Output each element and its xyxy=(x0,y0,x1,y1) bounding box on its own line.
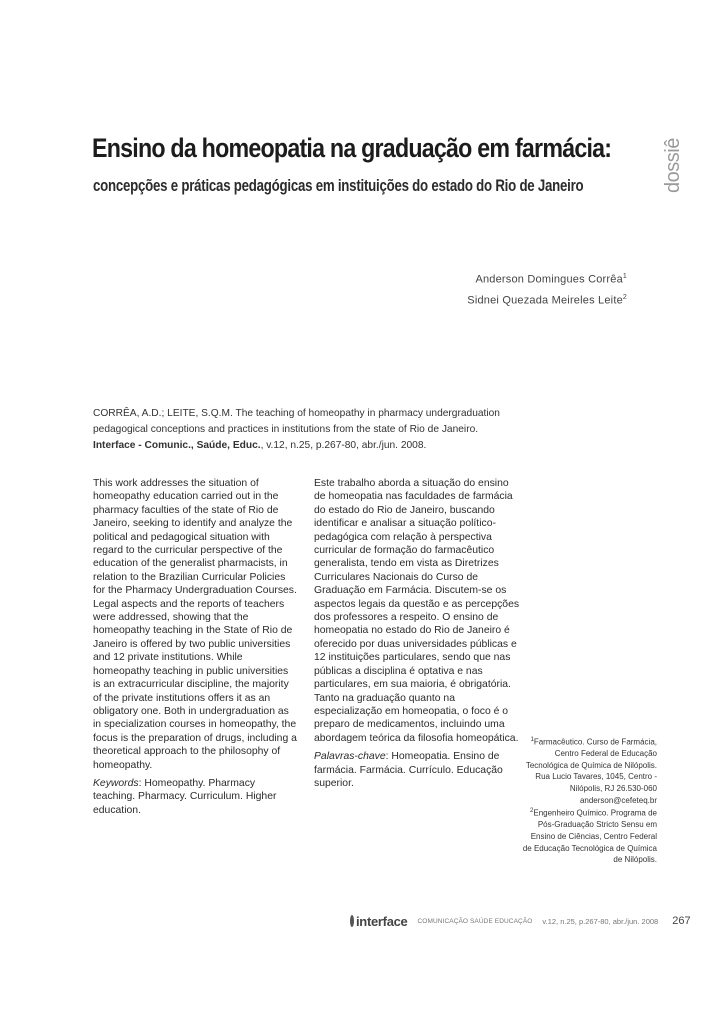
citation-journal: Interface - Comunic., Saúde, Educ. xyxy=(93,440,261,451)
interface-logo-icon xyxy=(350,915,354,927)
citation-text: CORRÊA, A.D.; LEITE, S.Q.M. The teaching of homeopathy in pharmacy undergraduation pedagogical conceptions and practices in institutions from the state of Rio de Janeiro. xyxy=(93,408,500,435)
article-title: Ensino da homeopatia na graduação em farmácia: xyxy=(92,133,612,163)
journal-name: COMUNICAÇÃO SAÚDE EDUCAÇÃO xyxy=(417,917,533,925)
author-2: Sidnei Quezada Meireles Leite$^2$ xyxy=(467,293,627,307)
citation-details: , v.12, n.25, p.267-80, abr./jun. 2008. xyxy=(260,440,427,451)
page-footer xyxy=(350,912,691,930)
article-subtitle: concepções e práticas pedagógicas em instituições do estado do Rio de Janeiro xyxy=(93,176,584,195)
keywords-portuguese: Palavras-chave: Homeopatia. Ensino de farmácia. Farmácia. Currículo. Educação superior. xyxy=(314,751,503,789)
abstract-portuguese xyxy=(314,477,522,795)
author-1: Anderson Domingues Corrêa$^1$ xyxy=(475,273,627,286)
footnote-1: $^1$Farmacêutico. Curso de Farmácia, Centro Federal de Educação Tecnológica de Química de Nilópolis. Rua Lucio Tavares, 1045, Centro - Nilópolis, RJ 26.530-060 xyxy=(525,737,657,794)
keywords-english: Keywords: Homeopathy. Pharmacy teaching. Pharmacy. Curriculum. Higher education. xyxy=(93,777,277,816)
journal-logo: interface xyxy=(356,913,408,929)
abstract-english xyxy=(93,477,298,822)
section-label: dossiê xyxy=(662,138,684,193)
abstract-english-body: This work addresses the situation of homeopathy education carried out in the pharmacy faculties of the state of Rio de Janeiro, seeking to identify and analyze the political and pedagogical situation with regard to the curricular perspective of the education of the generalist pharmacists, in relation to the Brazilian Curricular Policies for the Pharmacy Undergraduation Courses. Legal aspects and the reports of teachers were addressed, showing that the homeopathy teaching in the State of Rio de Janeiro is offered by two public universities and 12 private institutions. While homeopathy teaching in public universities is an extracurricular discipline, the majority of the private institutions offers it as an obligatory one. Both in undergraduation as in specialization courses in homeopathy, the focus is the preparation of drugs, including a theoretical approach to the philosophy of homeopathy. xyxy=(93,478,297,771)
issue-info: v.12, n.25, p.267-80, abr./jun. 2008 xyxy=(542,916,659,926)
citation xyxy=(93,406,533,454)
author-list xyxy=(467,268,627,309)
author-footnotes xyxy=(520,735,657,866)
abstract-portuguese-body: Este trabalho aborda a situação do ensino de homeopatia nas faculdades de farmácia do estado do Rio de Janeiro, buscando identificar e analisar a situação político-pedagógica com relação à perspectiva curricular de formação do farmacêutico generalista, tendo em vista as Diretrizes Curriculares Nacionais do Curso de Graduação em Farmácia. Discutem-se os aspectos legais da questão e as percepções dos professores a respeito. O ensino de homeopatia no estado do Rio de Janeiro é oferecido por duas universidades públicas e 12 instituições particulares, sendo que nas públicas a disciplina é optativa e nas particulares, em sua maioria, é obrigatória. Tanto na graduação quanto na especialização em homeopatia, o foco é o preparo de medicamentos, incluindo uma abordagem teórica da filosofia homeopática. xyxy=(314,478,520,744)
footnote-2: $^2$Engenheiro Químico. Programa de Pós-Graduação Stricto Sensu em Ensino de Ciências, Centro Federal de Educação Tecnológica de Química de Nilópolis. xyxy=(522,808,657,865)
footnote-1-email[interactable]: anderson@cefeteq.br xyxy=(579,795,657,805)
page-number: 267 xyxy=(672,915,691,927)
